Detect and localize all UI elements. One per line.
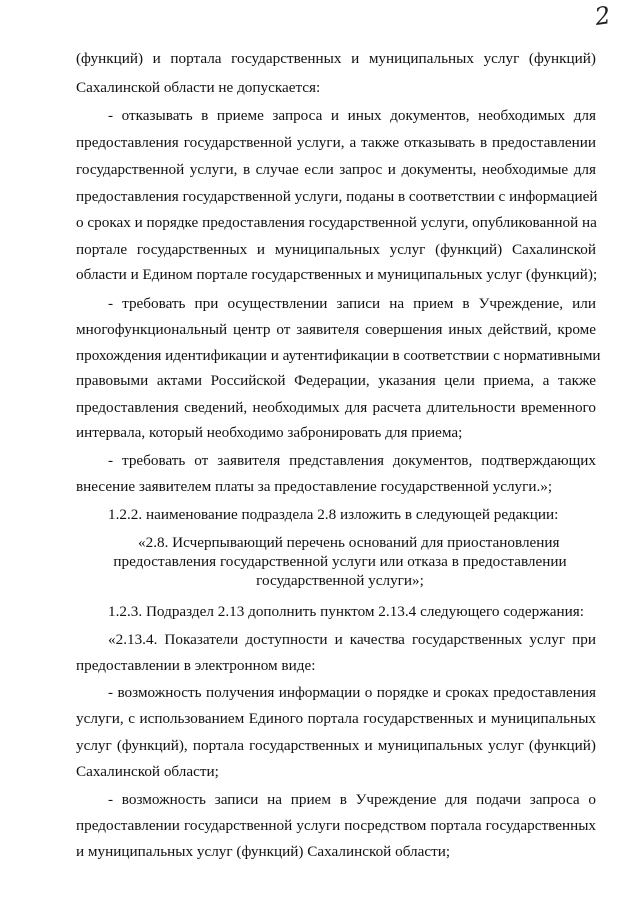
text-line: государственной услуги, в случае если запрос и документы, необходимые для bbox=[76, 161, 596, 178]
text-line: о сроках и порядке предоставления государственной услуги, опубликованной на bbox=[76, 214, 597, 231]
text-line: Сахалинской области; bbox=[76, 763, 219, 780]
text-line: Сахалинской области не допускается: bbox=[76, 79, 321, 96]
text-line: услуг (функций), портала государственных и муниципальных услуг (функций) bbox=[76, 737, 596, 754]
text-line: предоставления государственной услуги, а также отказывать в предоставлении bbox=[76, 134, 596, 151]
text-line: правовыми актами Российской Федерации, указания цели приема, а также bbox=[76, 372, 596, 389]
text-line: - отказывать в приеме запроса и иных документов, необходимых для bbox=[108, 107, 596, 124]
text-line: предоставлении государственной услуги посредством портала государственных bbox=[76, 817, 596, 834]
text-line: (функций) и портала государственных и муниципальных услуг (функций) bbox=[76, 50, 596, 67]
text-line: предоставлении в электронном виде: bbox=[76, 657, 316, 674]
text-line: портале государственных и муниципальных услуг (функций) Сахалинской bbox=[76, 241, 596, 258]
text-line: - возможность получения информации о порядке и сроках предоставления bbox=[108, 684, 596, 701]
text-line: многофункциональный центр от заявителя совершения иных действий, кроме bbox=[76, 321, 596, 338]
text-line: прохождения идентификации и аутентификации в соответствии с нормативными bbox=[76, 347, 601, 364]
text-line: предоставления государственной услуги, поданы в соответствии с информацией bbox=[76, 188, 598, 205]
heading-line: «2.8. Исчерпывающий перечень оснований для приостановления bbox=[138, 534, 560, 551]
text-line: 1.2.2. наименование подраздела 2.8 изложить в следующей редакции: bbox=[108, 506, 559, 523]
heading-line: предоставления государственной услуги или отказа в предоставлении bbox=[113, 553, 567, 570]
text-line: - требовать при осуществлении записи на прием в Учреждение, или bbox=[108, 295, 596, 312]
text-line: - возможность записи на прием в Учреждение для подачи запроса о bbox=[108, 791, 596, 808]
page-number: 2 bbox=[592, 1, 612, 31]
text-line: 1.2.3. Подраздел 2.13 дополнить пунктом 2.13.4 следующего содержания: bbox=[108, 603, 584, 620]
text-line: услуги, с использованием Единого портала государственных и муниципальных bbox=[76, 710, 596, 727]
heading-line: государственной услуги»; bbox=[256, 572, 424, 589]
text-line: - требовать от заявителя представления документов, подтверждающих bbox=[108, 452, 596, 469]
text-line: «2.13.4. Показатели доступности и качества государственных услуг при bbox=[108, 631, 596, 648]
text-line: предоставления сведений, необходимых для расчета длительности временного bbox=[76, 399, 596, 416]
text-line: области и Едином портале государственных и муниципальных услуг (функций); bbox=[76, 266, 598, 283]
text-line: и муниципальных услуг (функций) Сахалинской области; bbox=[76, 843, 451, 860]
text-line: внесение заявителем платы за предоставление государственной услуги.»; bbox=[76, 478, 553, 495]
text-line: интервала, который необходимо забронировать для приема; bbox=[76, 424, 463, 441]
